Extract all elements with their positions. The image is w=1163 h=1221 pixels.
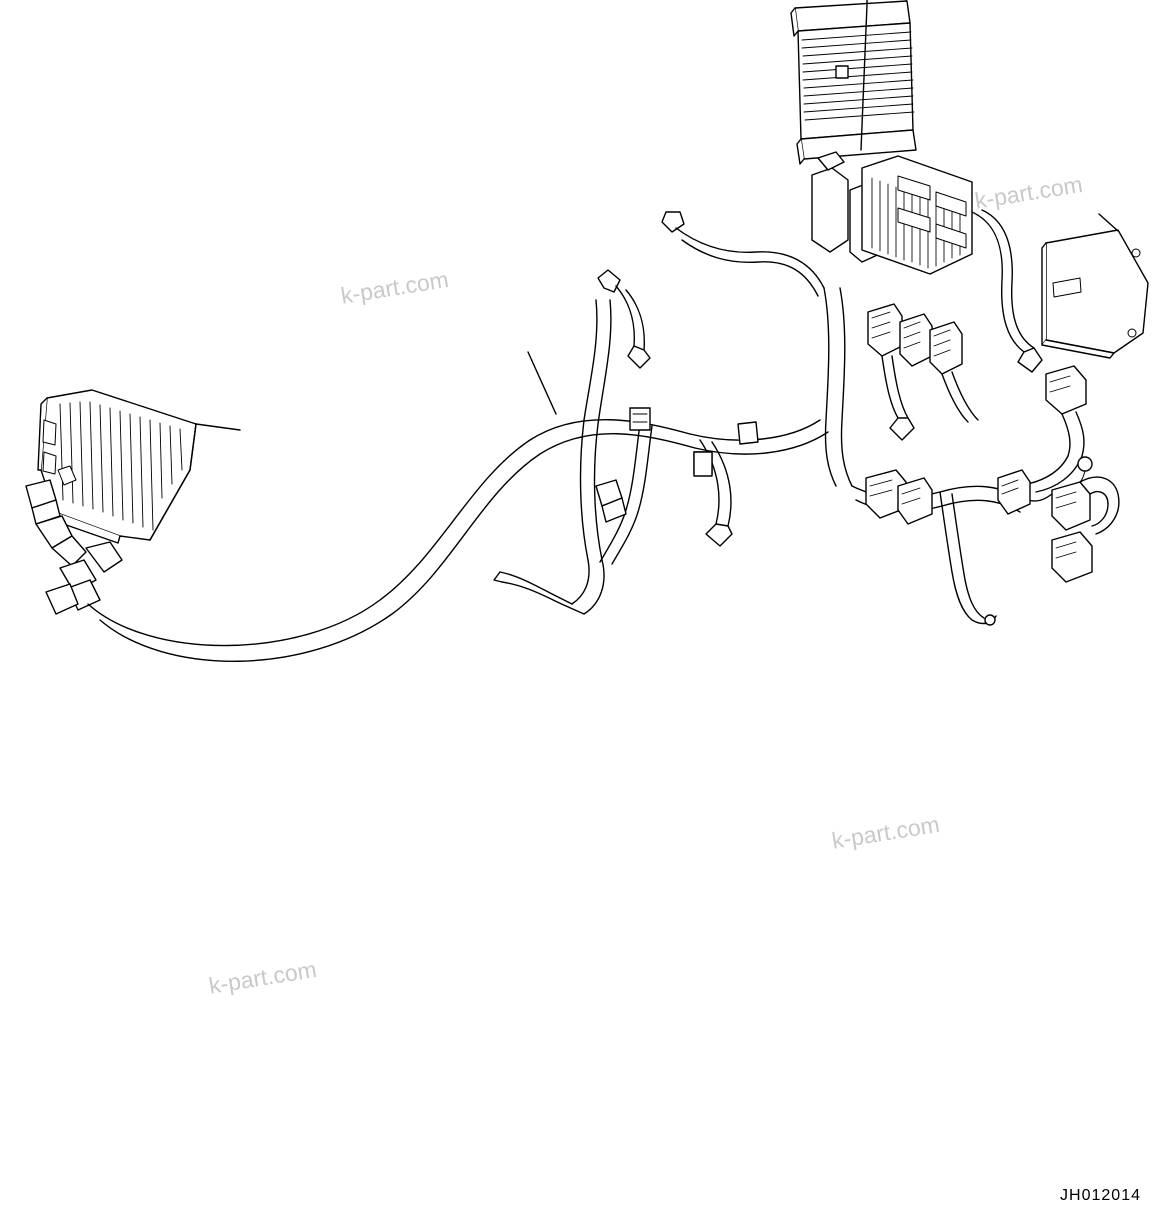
lower-right-connectors bbox=[1022, 457, 1119, 582]
watermark: k-part.com bbox=[207, 956, 319, 999]
right-connector-cluster bbox=[1028, 366, 1086, 492]
main-harness bbox=[88, 212, 1022, 661]
mid-lower-connectors bbox=[866, 470, 1030, 524]
ecu-module-right bbox=[1042, 214, 1148, 358]
harness-clips bbox=[596, 422, 758, 522]
watermark: k-part.com bbox=[973, 171, 1085, 214]
leader-to-harness-center bbox=[528, 352, 556, 414]
leader-to-ecu-right bbox=[1099, 214, 1118, 231]
watermark: k-part.com bbox=[339, 266, 451, 309]
leader-to-controller-left bbox=[196, 424, 240, 430]
connector-bank-mid bbox=[868, 304, 978, 440]
radiator-grille-panel-top bbox=[791, 0, 916, 164]
drawing-number: JH012014 bbox=[1060, 1187, 1141, 1204]
watermark: k-part.com bbox=[830, 811, 942, 854]
